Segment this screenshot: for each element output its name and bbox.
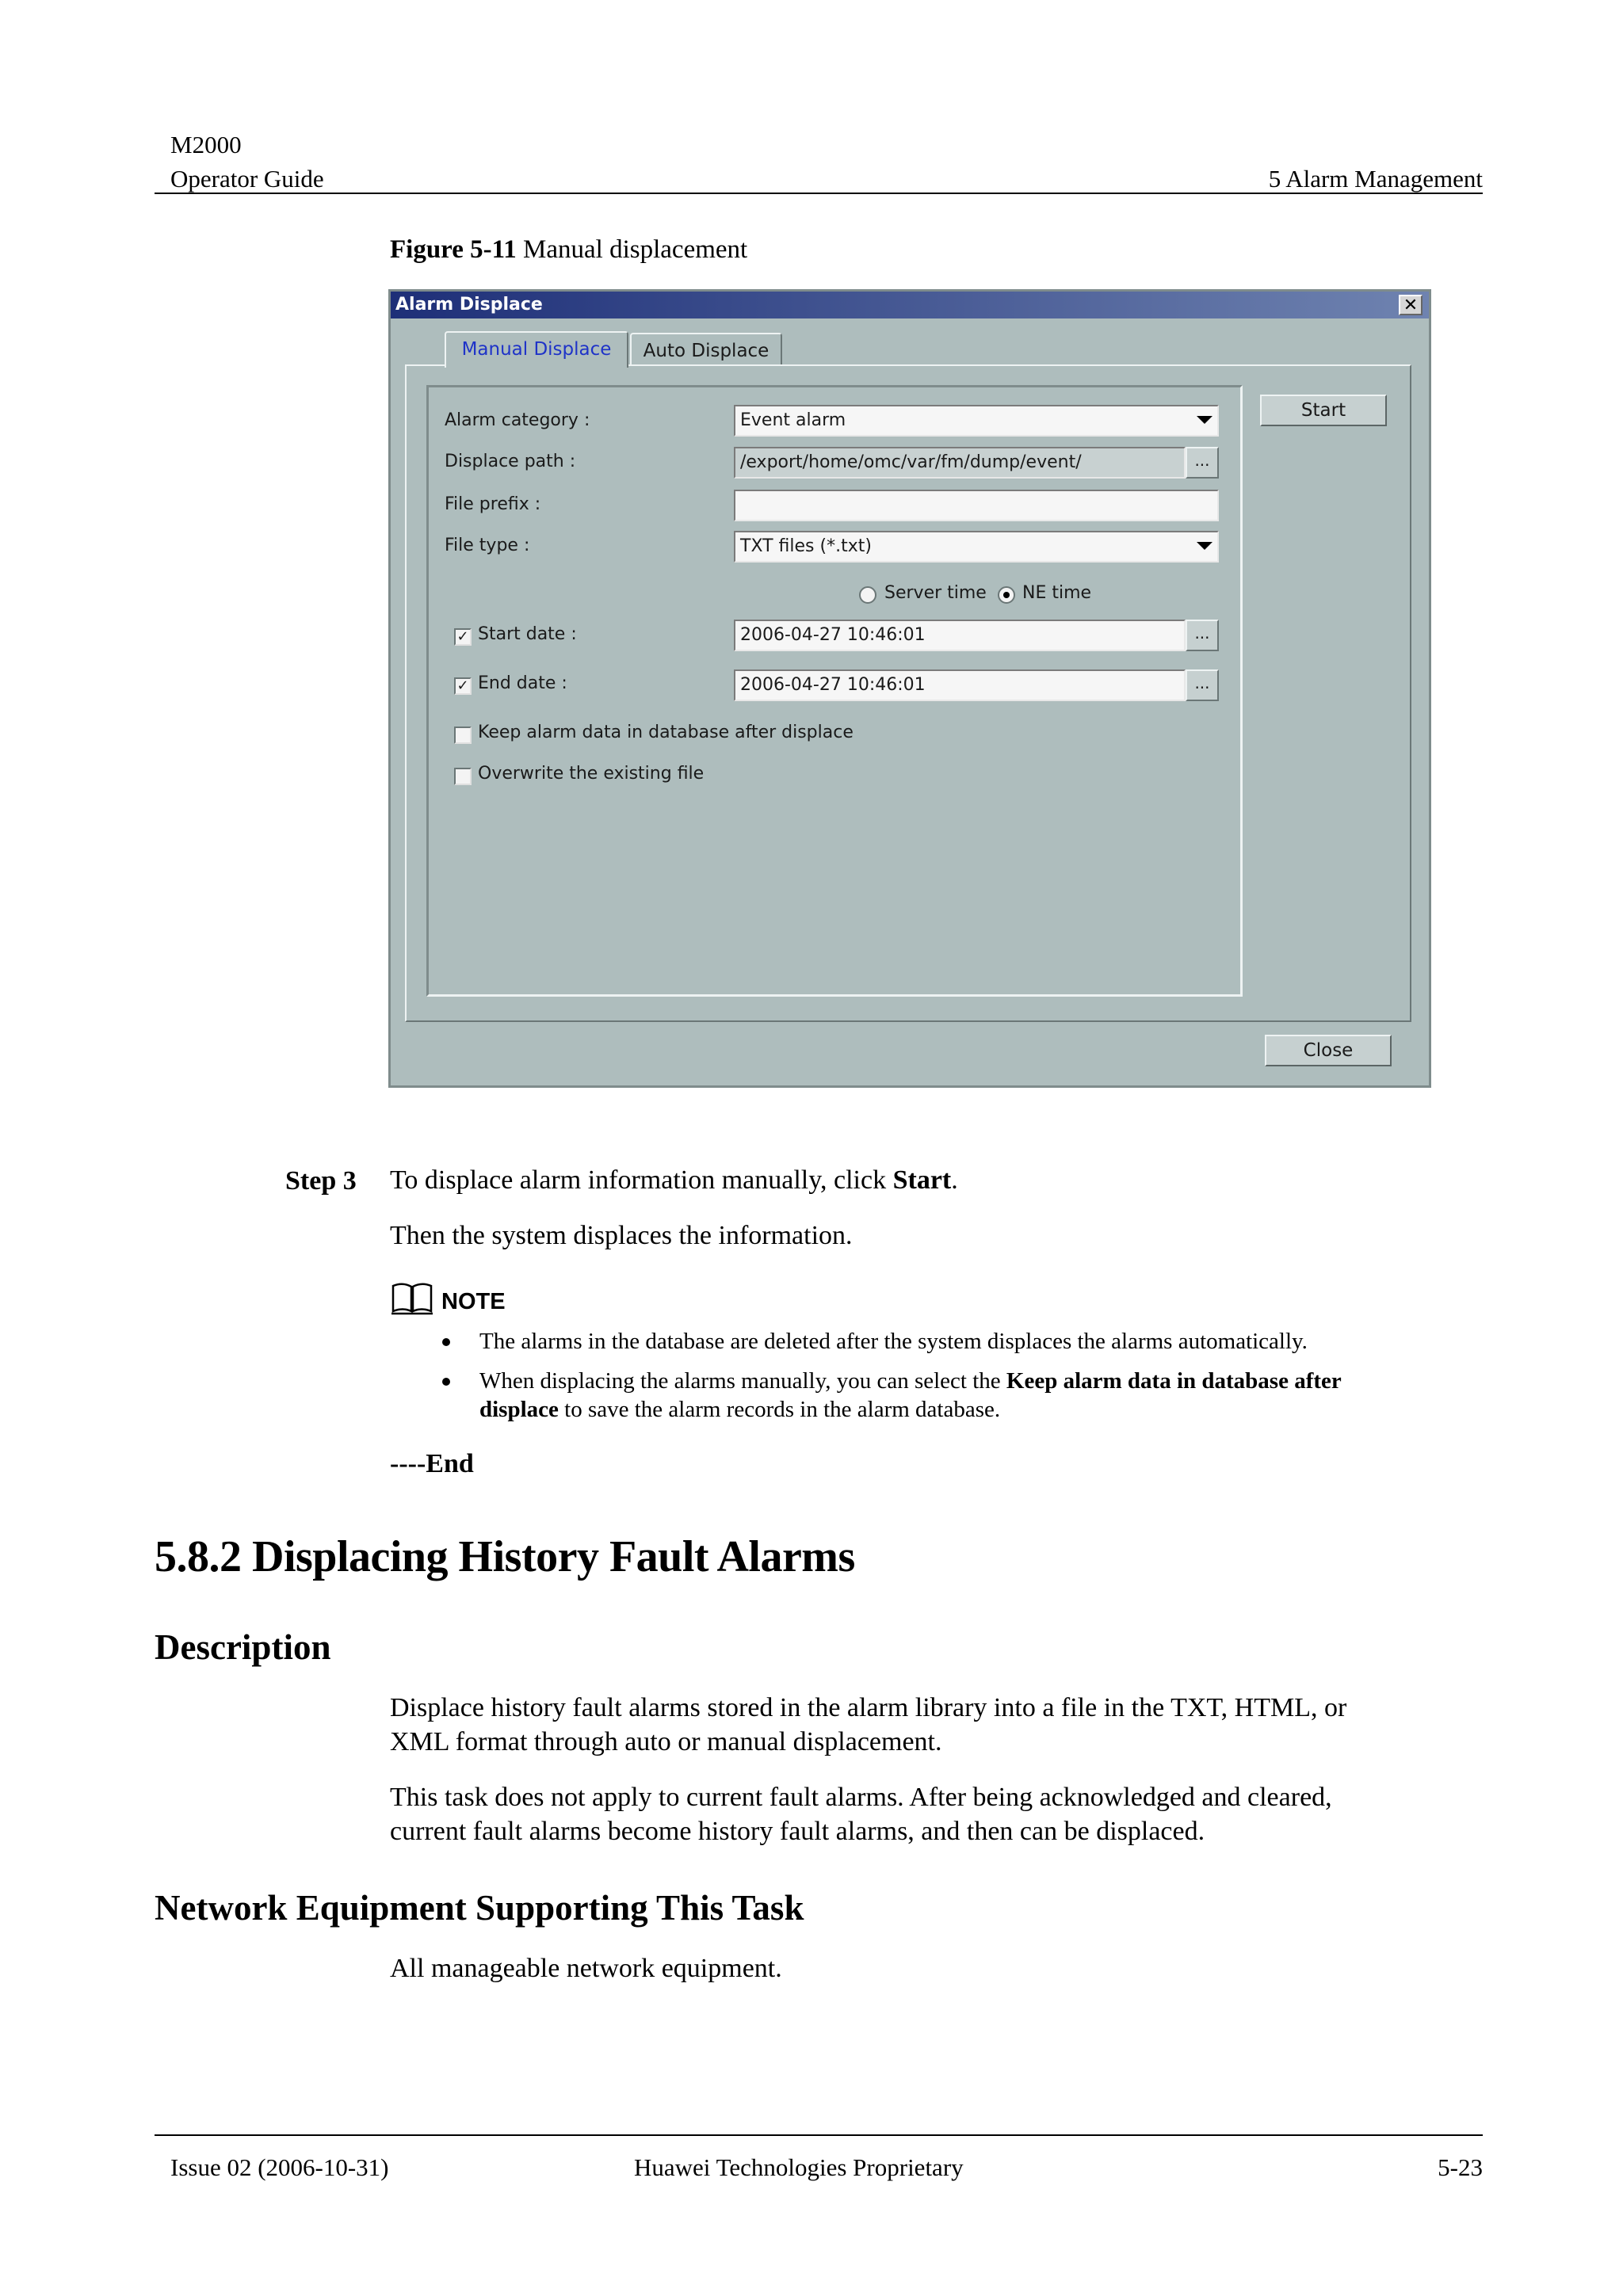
description-heading: Description <box>155 1627 331 1667</box>
alarm-category-value: Event alarm <box>740 410 846 430</box>
bullet-icon <box>442 1378 450 1386</box>
keep-option-emphasis-2: displace <box>479 1397 559 1422</box>
end-date-checkbox[interactable]: ✓ <box>454 677 472 695</box>
step3-text <box>390 1163 958 1197</box>
browse-path-button[interactable]: ... <box>1186 447 1219 479</box>
ne-time-radio[interactable] <box>998 586 1015 604</box>
note-item-2-text: When displacing the alarms manually, you can select the <box>479 1368 1006 1394</box>
start-emphasis: Start <box>892 1165 952 1195</box>
step3-text-part: To displace alarm information manually, click <box>390 1165 893 1195</box>
header-doc-title: Operator Guide <box>170 165 324 193</box>
file-type-select[interactable] <box>734 531 1219 563</box>
radio-selected-dot <box>1003 592 1010 598</box>
alarm-category-select[interactable] <box>734 405 1219 437</box>
tab-auto-displace[interactable]: Auto Displace <box>630 333 782 366</box>
description-p1-line1: Displace history fault alarms stored in the alarm library into a file in the TXT, HTML, or <box>390 1693 1347 1722</box>
end-marker: ----End <box>390 1449 474 1478</box>
chevron-down-icon <box>1197 416 1212 424</box>
ne-time-label: NE time <box>1022 583 1092 603</box>
note-item-2 <box>479 1367 1510 1424</box>
start-date-field[interactable]: 2006-04-27 10:46:01 <box>734 620 1186 651</box>
footer-issue: Issue 02 (2006-10-31) <box>170 2153 389 2181</box>
file-type-value: TXT files (*.txt) <box>740 536 872 556</box>
equipment-text: All manageable network equipment. <box>390 1954 782 1983</box>
note-title: NOTE <box>441 1289 506 1314</box>
overwrite-file-label: Overwrite the existing file <box>478 764 705 784</box>
header-product: M2000 <box>170 131 242 158</box>
description-p2-line2: current fault alarms become history fault alarms, and then can be displaced. <box>390 1817 1205 1846</box>
start-date-label: Start date : <box>478 624 577 644</box>
figure-title: Manual displacement <box>523 235 748 264</box>
keep-alarm-data-label: Keep alarm data in database after displace <box>478 723 854 742</box>
alarm-category-label: Alarm category : <box>445 410 590 430</box>
server-time-radio[interactable] <box>859 586 876 604</box>
tab-manual-displace[interactable]: Manual Displace <box>445 331 628 368</box>
figure-caption <box>390 235 747 265</box>
dialog-title-bar <box>391 292 1429 318</box>
note-item-2-end: to save the alarm records in the alarm database. <box>558 1397 1001 1422</box>
chevron-down-icon <box>1197 542 1212 550</box>
file-type-label: File type : <box>445 536 530 555</box>
book-icon <box>390 1281 434 1320</box>
start-button[interactable]: Start <box>1260 395 1387 426</box>
equipment-heading: Network Equipment Supporting This Task <box>155 1888 804 1928</box>
footer-rule <box>155 2134 1483 2136</box>
end-date-field[interactable]: 2006-04-27 10:46:01 <box>734 669 1186 701</box>
alarm-displace-dialog <box>388 289 1431 1088</box>
end-date-picker-button[interactable]: ... <box>1186 669 1219 701</box>
bullet-icon <box>442 1338 450 1346</box>
figure-number: Figure 5-11 <box>390 235 517 264</box>
header-rule <box>155 193 1483 194</box>
section-heading: 5.8.2 Displacing History Fault Alarms <box>155 1532 855 1581</box>
description-p2-line1: This task does not apply to current fault alarms. After being acknowledged and cleared, <box>390 1783 1332 1812</box>
server-time-label: Server time <box>884 583 987 603</box>
start-date-checkbox[interactable]: ✓ <box>454 628 472 646</box>
start-date-picker-button[interactable]: ... <box>1186 620 1219 651</box>
step3-result: Then the system displaces the information. <box>390 1221 853 1250</box>
file-prefix-label: File prefix : <box>445 494 541 514</box>
close-icon[interactable]: ✕ <box>1399 295 1423 315</box>
displace-path-value: /export/home/omc/var/fm/dump/event/ <box>740 452 1082 472</box>
keep-option-emphasis: Keep alarm data in database after <box>1006 1368 1342 1394</box>
header-chapter: 5 Alarm Management <box>1268 165 1483 193</box>
file-prefix-input[interactable] <box>734 490 1219 521</box>
description-p1-line2: XML format through auto or manual displacement. <box>390 1727 942 1756</box>
footer-page-number: 5-23 <box>1438 2153 1483 2181</box>
displace-path-field <box>734 447 1186 479</box>
footer-company: Huawei Technologies Proprietary <box>634 2153 964 2181</box>
overwrite-file-checkbox[interactable] <box>454 768 472 785</box>
note-item-1: The alarms in the database are deleted after the system displaces the alarms automatically. <box>479 1329 1308 1354</box>
keep-alarm-data-checkbox[interactable] <box>454 727 472 744</box>
end-date-label: End date : <box>478 673 567 693</box>
step-label: Step 3 <box>285 1166 357 1196</box>
close-button[interactable]: Close <box>1265 1035 1392 1066</box>
dialog-title: Alarm Displace <box>395 295 543 315</box>
step3-text-end: . <box>951 1165 958 1195</box>
displace-path-label: Displace path : <box>445 452 576 471</box>
